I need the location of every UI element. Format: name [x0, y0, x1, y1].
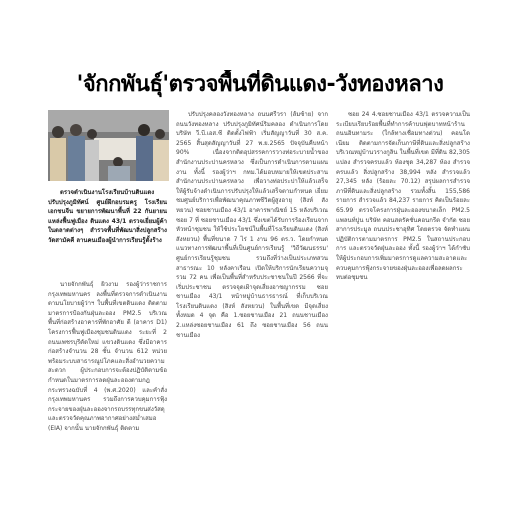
article-column-2: [176, 110, 328, 510]
photo-banner-shape: [94, 138, 138, 160]
article-column-1: [48, 280, 167, 508]
caption-text: ตรวจดำเนินงานโรงเรียนบ้านดินแดง ปรับปรุงภูมิทัศน์ ศูนย์ฝึกอบรมครู โรงเรียนเอกชนจีน ขยายการพัฒนาพื้นที่ 22 กันยายน แหล่งฟื้นฟูเมือง ดินแดง 43/1 ตรวจเยี่ยมผู้ค้าในตลาดต่างๆ สำรวจพื้นที่พัฒนาสิ่งปลูกสร้าง วัดสามัคคี ลานคนเมืองผู้นำการเรียนรู้ตั้งร้าง: [48, 189, 167, 244]
news-photo: [48, 110, 169, 181]
column-3-text: ซอย 24 4.ซอยชานเมือง 43/1 ตรวจความเป็นระเบียบเรียบร้อยพื้นที่ทำการค้าบนฟุตบาทหน้าร้าน ถนนอินทามระ (ใกล้ทางเชื่อมทางด่วน) คอนโดเนียม ติดตามการจัดเก็บภาษีที่ดินและสิ่งปลูกสร้าง บริเวณหมู่บ้านวรางกูลิน ในพื้นที่เขต มีที่ดิน 82,305 แปลง สำรวจครบแล้ว ห้องชุด 34,287 ห้อง สำรวจครบแล้ว สิ่งปลูกสร้าง 38,994 หลัง สำรวจแล้ว 27,345 หลัง (ร้อยละ 70.12) สรุปผลการสำรวจภาษีที่ดินและสิ่งปลูกสร้าง รวมทั้งสิ้น 155,586 รายการ สำรวจแล้ว 84,237 รายการ คิดเป็นร้อยละ 65.99 ตรวจโครงการฝุ่นละอองขนาดเล็ก PM2.5 แพลนท์ปูน บริษัท คอนสตรัคชั่นคอนกรีต จำกัด ซอยสาการประมูล ถนนประชาอุทิศ โดยตรวจ จัดทำแผนปฏิบัติการตามมาตรการ PM2.5 ในสถานประกอบการ และตรวจวัดฝุ่นละออง ทั้งนี้ รองผู้ว่าฯ ได้กำชับให้ผู้ประกอบการเพิ่มมาตรการดูแลความสะอาดและควบคุมการฟุ้งกระจายของฝุ่นละอองเพื่อลดผลกระทบต่อชุมชน: [336, 111, 470, 282]
photo-caption: [48, 188, 167, 278]
article-headline: 'จักกพันธุ์'ตรวจพื้นที่ดินแดง-วังทองหลาง: [76, 72, 444, 97]
column-2-text: ปรับปรุงคลองวังทองหลาง ถนนศรีวรา (ส้มซ้าย) จากถนนวังทองหลาง ปรับปรุงภูมิทัศน์ริมคลอง ดำเนินการโดยบริษัท วี.บี.เอส.ซี ติดตั้งไฟฟ้า เริ่มสัญญาวันที่ 30 ส.ค. 2565 สิ้นสุดสัญญาวันที่ 27 พ.ย.2565 ปัจจุบันคืบหน้า 90% เนื่องจากติดอุปสรรคการวางท่อระบายน้ำของสำนักงานประปานครหลวง ซึ่งเป็นการดำเนินการตามแผนงาน ทั้งนี้ รองผู้ว่าฯ กทม.ได้มอบหมายให้เขตประสานสำนักงานประปานครหลวง เพื่อวางท่อประปาให้แล้วเสร็จ ให้ผู้รับจ้างดำเนินการปรับปรุงให้แล้วเสร็จตามกำหนด เยี่ยมชมศูนย์บริการเพื่อพัฒนาคุณภาพชีวิตผู้สูงอายุ (สิงห์ สังหยวน) ซอยชานเมือง 43/1 อาคารพาณิชย์ 15 หลังบริเวณซอย 7 ที่ ซอยชานเมือง 43/1 ซึ่งเขตได้รับการร้องเรียนจากหัวหน้าชุมชน ให้ใช้ประโยชน์ในพื้นที่โรงเรียนดินแดง (สิงห์ สังหยวน) พื้นที่ขนาด 7 ไร่ 1 งาน 96 ตร.ว. โดยกำหนดแนวทางการพัฒนาพื้นที่เป็นศูนย์การเรียนรู้ 'วิถีวัฒนธรรม' ศูนย์การเรียนรู้ชุมชน รวมถึงที่ว่างเป็นประเภทสวนสาธารณะ 10 หลังคาเรือน เปิดให้บริการนักเรียนความจุรวม 72 คน เพื่อเป็นพื้นที่สำหรับประชาชนในปี 2566 ที่จะเริ่มประชาชน ตรวจจุดเฝ้าจุดเสี่ยงอาชญากรรม ซอยชานเมือง 43/1 หน้าหมู่บ้านธารธารณ์ ที่เก็บบริเวณโรงเรียนดินแดง (สิงห์ สังหยวน) ในพื้นที่เขต มีจุดเสี่ยงทั้งหมด 4 จุด คือ 1.ซอยชานเมือง 21 ถนนชานเมือง 2.แหล่งซอยชานเมือง 61 ถึง ซอยชานเมือง 56 ถนนชานเมือง: [176, 111, 328, 339]
article-column-3: [336, 110, 470, 420]
column-1-text: นายจักกพันธุ์ ผิวงาม รองผู้ว่าราชการกรุงเทพมหานคร ลงพื้นที่ตรวจการดำเนินงานตามนโยบายผู้ว่าฯ ในพื้นที่เขตดินแดง ติดตามมาตรการป้องกันฝุ่นละออง PM2.5 บริเวณพื้นที่ก่อสร้างอาคารที่พักอาศัย ดี (อาคาร D1) โครงการฟื้นฟูเมืองชุมชนดินแดง ระยะที่ 2 ถนนเพชรบุรีตัดใหม่ แขวงดินแดง ซึ่งมีอาคารก่อสร้างจำนวน 28 ชั้น จำนวน 612 หน่วย พร้อมระบบสาธารณูปโภคและสิ่งอำนวยความสะดวก ผู้ประกอบการจะต้องปฏิบัติตามข้อกำหนดในมาตรการลดฝุ่นละอองตามกฎกระทรวงฉบับที่ 4 (พ.ศ.2020) และคำสั่งกรุงเทพมหานคร รวมถึงการควบคุมการฟุ้งกระจายของฝุ่นละอองจากรถบรรทุกขนส่งวัสดุ และตรวจวัดคุณภาพอากาศอย่างสม่ำเสมอ (EIA) จากนั้น นายจักกพันธุ์ ติดตาม: [48, 281, 167, 432]
